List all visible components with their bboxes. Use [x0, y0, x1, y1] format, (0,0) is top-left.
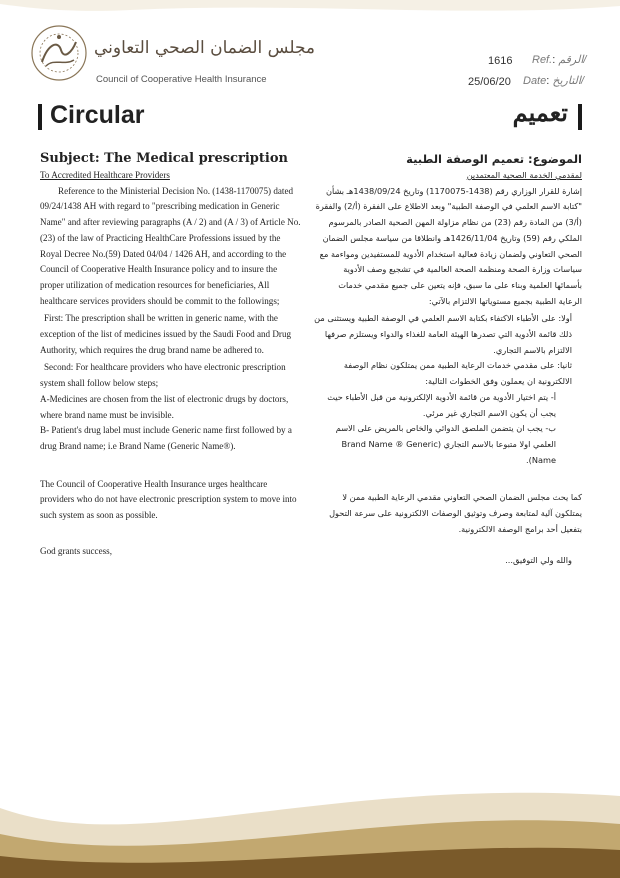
addressee-ar: لمقدمي الخدمة الصحية المعتمدين — [466, 170, 582, 180]
urge-paragraph-ar: كما يحث مجلس الضمان الصحي التعاوني مقدمي الرعاية الطبية ممن لا يمتلكون آلية لمتابعة وصرف وتوثيق الوصفات الالكترونية على سرعة التحول بتفعيل أحد برامج الوصفة الالكترونية. — [329, 492, 582, 534]
ref-number: 1616 — [488, 55, 513, 67]
second-point-en: Second: For healthcare providers who have electronic prescription system shall follow below steps; — [40, 362, 286, 389]
arabic-column — [314, 150, 582, 569]
item-b-ar: ب- يجب ان يتضمن الملصق الدوائي والخاص بالمريض على الاسم العلمي اولا متبوعا بالاسم التجاري (Brand Name ® Generic Name). — [335, 423, 556, 465]
closing-en: God grants success, — [40, 545, 112, 556]
bottom-wave-decoration — [0, 738, 620, 878]
ref-label: Ref.: الرقم/ — [532, 54, 587, 66]
title-taamim: تعميم — [512, 98, 568, 127]
first-point-en: First: The prescription shall be written in generic name, with the exception of the list of medicines issued by the Saudi Food and Drug Authority, which requires the drug brand name be adhered to. — [40, 313, 292, 355]
org-name-english: Council of Cooperative Health Insurance — [96, 74, 267, 85]
title-circular: Circular — [50, 101, 145, 129]
reference-paragraph-en: Reference to the Ministerial Decision No. (1438-1170075) dated 09/24/1438 AH with regard to "prescribing medication in Generic Name" and after reviewing paragraphs (A / 2) and (A / 3) of Article No. (23) of the law of Practicing HealthCare Professions issued by the Royal Decree No.(59) Dated 04/04 / 1426 AH, and according to the Council of Cooperative Health Insurance policy and to insure the proper utilization of medication resources for beneficiaries, All healthcare services providers should be commit to the followings; — [40, 185, 301, 306]
date-value: 25/06/20 — [468, 76, 511, 88]
date-label: Date: التاريخ/ — [523, 75, 584, 87]
council-logo-icon — [28, 22, 90, 84]
subject-en: Subject: The Medical prescription — [40, 151, 288, 166]
title-bar-left — [38, 104, 42, 130]
org-name-arabic: مجلس الضمان الصحي التعاوني — [94, 38, 316, 58]
subject-ar: الموضوع: تعميم الوصفة الطبية — [406, 152, 582, 166]
title-bar-right — [578, 104, 582, 130]
second-point-ar: ثانيا: على مقدمي خدمات الرعاية الطبية ممن يمتلكون نظام الوصفة الالكترونية ان يعملون وفق الخطوات التالية: — [343, 360, 572, 387]
urge-paragraph-en: The Council of Cooperative Health Insurance urges healthcare providers who do not have electronic prescription system to move into such system as soon as possible. — [40, 478, 297, 521]
english-column — [40, 150, 302, 559]
closing-ar: والله ولي التوفيق... — [505, 555, 572, 566]
top-decoration — [0, 0, 620, 40]
first-point-ar: أولا: على الأطباء الاكتفاء بكتابة الاسم العلمي في الوصفة الطبية ويستثنى من ذلك قائمة الأدوية التي تصدرها الهيئة العامة للغذاء والدواء ويستلزم صرفها الالتزام بالاسم التجاري. — [314, 313, 572, 355]
item-a-ar: أ- يتم اختيار الأدوية من قائمة الأدوية الإلكترونية من قبل الأطباء حيث يجب أن يكون الاسم التجاري غير مرئي. — [327, 391, 556, 418]
item-a-en: A-Medicines are chosen from the list of electronic drugs by doctors, where brand name must be invisible. — [40, 393, 289, 420]
reference-paragraph-ar: إشارة للقرار الوزاري رقم (1438-1170075) وتاريخ 1438/09/24هـ بشأن "كتابة الاسم العلمي في الوصفة الطبية" وبعد الاطلاع على الفقرة (أ/2) والفقرة (أ/3) من المادة رقم (23) من نظام مزاولة المهن الصحية الصادر بالمرسوم الملكي رقم (59) وتاريخ 1426/11/04هـ وانطلاقا من سياسة مجلس الضمان الصحي التعاوني ولضمان زيادة فعالية استخدام الأدوية للمستفيدين ومواءمة مع سياسات وزارة الصحة ومنظمة الصحة العالمية في تشجيع وصف الأدوية بأسمائها العلمية وبناء على ما سبق، فإنه يتعين على جميع مقدمي خدمات الرعاية الطبية بجميع مستوياتها الالتزام بالآتي: — [315, 185, 582, 306]
item-b-en: B- Patient's drug label must include Generic name first followed by a drug Brand name; i.e Brand Name (Generic Name®). — [40, 425, 292, 451]
addressee-en: To Accredited Healthcare Providers — [40, 170, 170, 180]
